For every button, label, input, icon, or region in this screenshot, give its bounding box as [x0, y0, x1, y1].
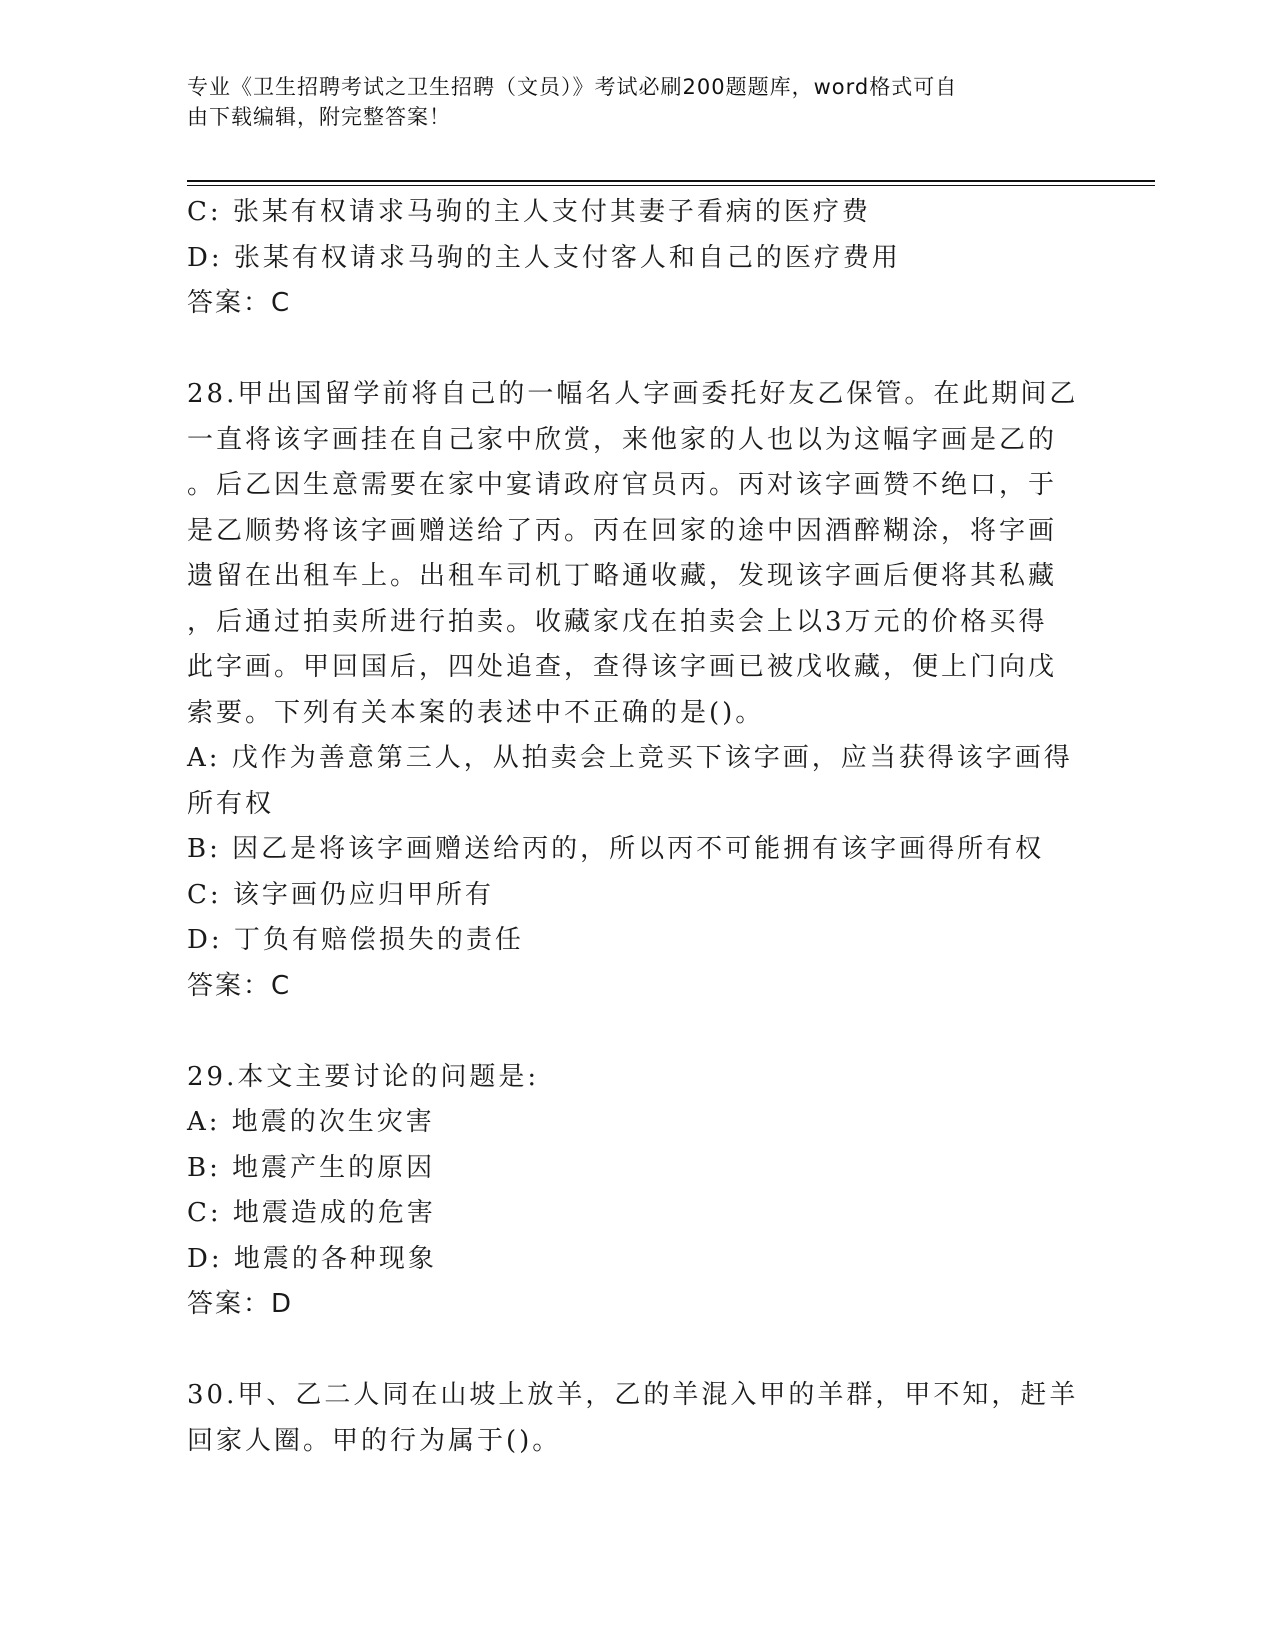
q28-stem-line: 此字画。甲回国后，四处追查，查得该字画已被戊收藏，便上门向戊 — [187, 652, 1058, 682]
q28-stem-line: 遗留在出租车上。出租车司机丁略通收藏，发现该字画后便将其私藏 — [187, 561, 1058, 591]
q29-option-b: B: 地震产生的原因 — [187, 1152, 436, 1183]
document-header — [187, 72, 1067, 132]
header-divider-thick — [187, 180, 1155, 182]
q28-stem-line: ，后通过拍卖所进行拍卖。收藏家戊在拍卖会上以3万元的价格买得 — [187, 606, 1048, 637]
q27-option-c: C: 张某有权请求马驹的主人支付其妻子看病的医疗费 — [187, 197, 871, 227]
spacer — [187, 1009, 1067, 1055]
q29-option-d: D: 地震的各种现象 — [187, 1243, 437, 1274]
q27-option-d: D: 张某有权请求马驹的主人支付客人和自己的医疗费用 — [187, 242, 901, 273]
q28-answer: 答案：C — [187, 970, 292, 1001]
q28-stem-line: 索要。下列有关本案的表述中不正确的是()。 — [187, 697, 765, 728]
question-27-tail — [187, 190, 1067, 327]
q29-stem: 29.本文主要讨论的问题是: — [187, 1061, 540, 1092]
header-title-line-1: 专业《卫生招聘考试之卫生招聘（文员）》考试必刷200题题库，word格式可自 — [187, 75, 958, 99]
header-divider-thin — [187, 185, 1155, 186]
header-title-line-2: 由下载编辑，附完整答案！ — [187, 105, 451, 129]
question-content — [187, 190, 1079, 1464]
q28-option-d: D: 丁负有赔偿损失的责任 — [187, 925, 524, 955]
q28-stem-line: 。后乙因生意需要在家中宴请政府官员丙。丙对该字画赞不绝口，于 — [187, 470, 1058, 500]
question-28 — [187, 372, 1079, 1009]
spacer — [187, 327, 1067, 373]
question-30 — [187, 1373, 1079, 1464]
q29-option-a: A: 地震的次生灾害 — [187, 1107, 435, 1137]
q28-option-a-line-1: A: 戊作为善意第三人，从拍卖会上竞买下该字画，应当获得该字画得 — [187, 743, 1073, 773]
q28-stem-line: 28.甲出国留学前将自己的一幅名人字画委托好友乙保管。在此期间乙 — [187, 379, 1079, 409]
q28-stem-line: 一直将该字画挂在自己家中欣赏，来他家的人也以为这幅字画是乙的 — [187, 424, 1058, 455]
q30-stem-line-2: 回家人圈。甲的行为属于()。 — [187, 1425, 562, 1456]
q27-answer: 答案：C — [187, 288, 292, 318]
question-29 — [187, 1055, 1067, 1328]
q28-option-c: C: 该字画仍应归甲所有 — [187, 879, 494, 910]
q30-stem-line-1: 30.甲、乙二人同在山坡上放羊，乙的羊混入甲的羊群，甲不知，赶羊 — [187, 1380, 1079, 1410]
q28-stem-line: 是乙顺势将该字画赠送给了丙。丙在回家的途中因酒醉糊涂，将字画 — [187, 515, 1058, 546]
q28-option-a-line-2: 所有权 — [187, 788, 275, 819]
spacer — [187, 1328, 1067, 1374]
q28-option-b: B: 因乙是将该字画赠送给丙的，所以丙不可能拥有该字画得所有权 — [187, 834, 1045, 864]
q29-answer: 答案：D — [187, 1289, 294, 1319]
q29-option-c: C: 地震造成的危害 — [187, 1198, 436, 1228]
